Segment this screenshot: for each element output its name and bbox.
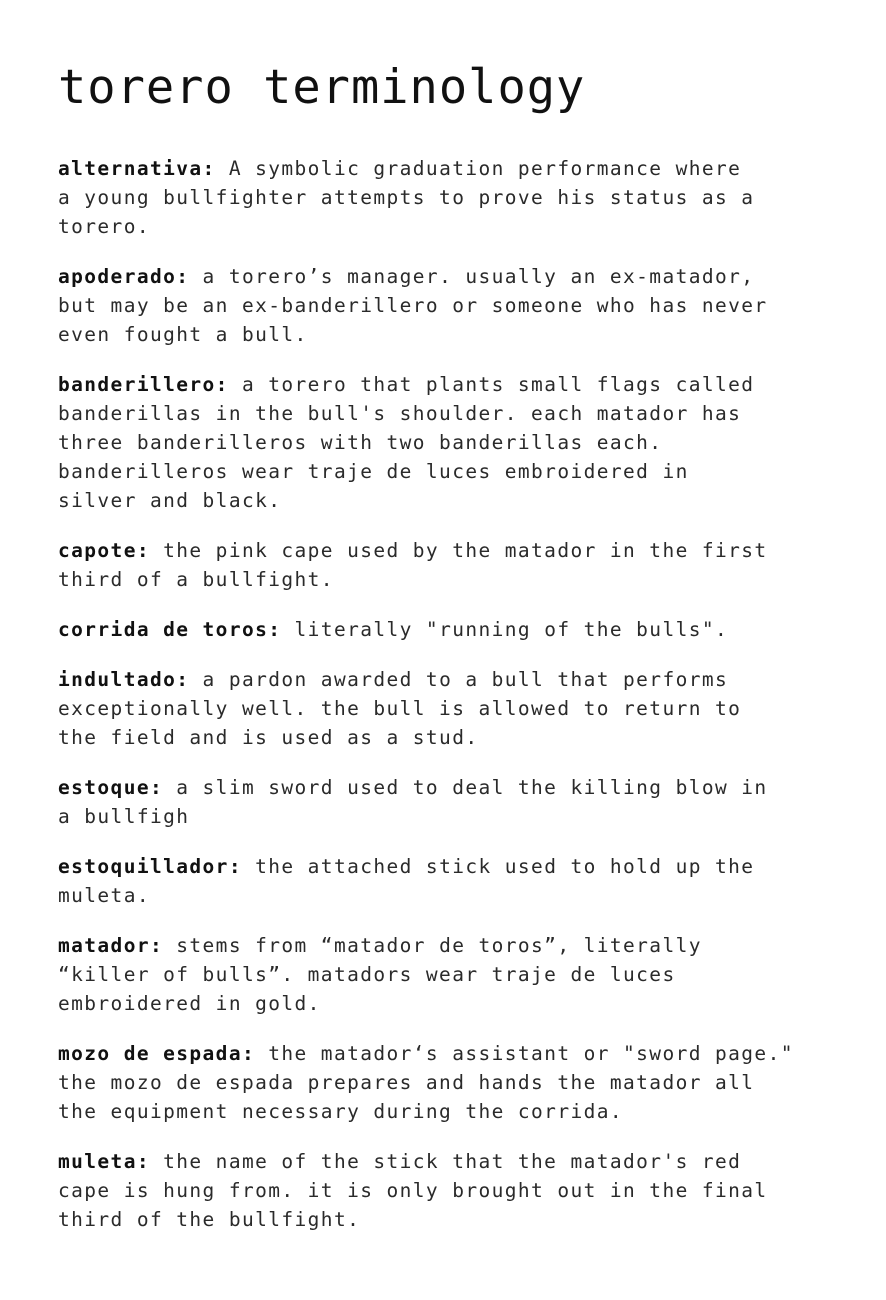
glossary-term: corrida de toros: (58, 618, 282, 641)
glossary-definition: a pardon awarded to a bull that performs exceptionally well. the bull is allowed to return to the field and is used as a stud. (58, 668, 742, 749)
glossary-definition: a torero’s manager. usually an ex-matador, but may be an ex-banderillero or someone who has never even fought a bull. (58, 265, 768, 346)
glossary-entry (58, 1039, 858, 1126)
glossary-definition: the pink cape used by the matador in the first third of a bullfight. (58, 539, 768, 591)
glossary-definition: stems from “matador de toros”, literally “killer of bulls”. matadors wear traje de luces embroidered in gold. (58, 934, 702, 1015)
glossary-entry (58, 536, 858, 594)
glossary-term: apoderado: (58, 265, 190, 288)
glossary-entry (58, 154, 858, 241)
glossary-term: indultado: (58, 668, 190, 691)
glossary-entry (58, 773, 858, 831)
glossary-term: capote: (58, 539, 150, 562)
glossary-entry (58, 615, 858, 644)
glossary-term: estoque: (58, 776, 164, 799)
glossary-definition: the name of the stick that the matador's red cape is hung from. it is only brought out in the final third of the bullfight. (58, 1150, 768, 1231)
glossary-term: matador: (58, 934, 164, 957)
glossary-term: mozo de espada: (58, 1042, 256, 1065)
glossary-definition: the attached stick used to hold up the muleta. (58, 855, 755, 907)
glossary-definition: a slim sword used to deal the killing blow in a bullfigh (58, 776, 768, 828)
glossary-entry (58, 931, 858, 1018)
glossary-term: muleta: (58, 1150, 150, 1173)
glossary-entry (58, 852, 858, 910)
glossary-entry (58, 262, 858, 349)
glossary-entry (58, 1147, 858, 1234)
glossary-entry (58, 370, 858, 515)
glossary-term: banderillero: (58, 373, 229, 396)
glossary-term: estoquillador: (58, 855, 242, 878)
glossary-definition: a torero that plants small flags called banderillas in the bull's shoulder. each matador has three banderilleros with two banderillas each. banderilleros wear traje de luces embroidered in silver and black. (58, 373, 755, 512)
page-title: torero terminology (58, 60, 586, 115)
glossary-definition: the matador‘s assistant or "sword page." the mozo de espada prepares and hands the matador all the equipment necessary during the corrida. (58, 1042, 794, 1123)
glossary-term: alternativa: (58, 157, 216, 180)
document-page (58, 58, 858, 1255)
glossary-definition: A symbolic graduation performance where a young bullfighter attempts to prove his status as a torero. (58, 157, 755, 238)
glossary-definition: literally "running of the bulls". (294, 618, 729, 641)
glossary-entry (58, 665, 858, 752)
